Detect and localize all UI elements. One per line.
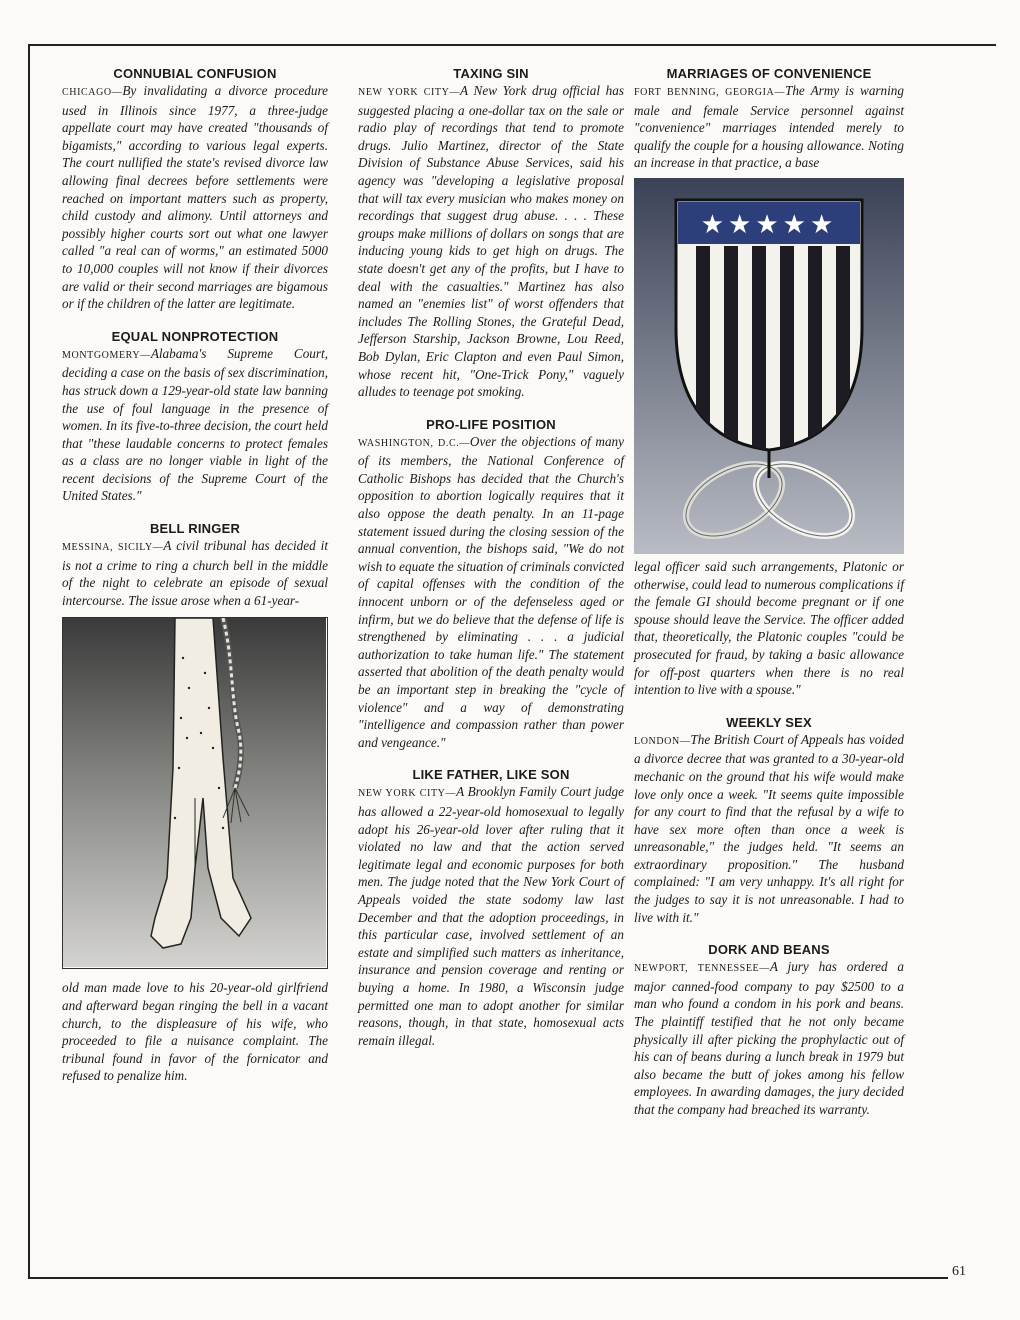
dateline: MESSINA, SICILY— (62, 542, 164, 554)
article-body (358, 433, 624, 752)
article-text: A New York drug official has suggested placing a one-dollar tax on the sale or radio play of recordings that tend to promote drugs. Julio Martinez, director of the State Division of Substance Abuse Services, said his agency was "developing a legislative proposal that will tax every musician who makes money on recordings that suggest drug abuse. . . . These groups make millions of dollars on songs that are inducing young kids to get high on drugs. The state doesn't get any of the profits, but I have to deal with the casualties." Martinez has also named an "enemies list" of worst offenders that includes The Rolling Stones, the Grateful Dead, Jefferson Starship, Jackson Browne, Lou Reed, Bob Dylan, Eric Clapton and even Paul Simon, whose recent hit, "One-Trick Pony," vaguely alludes to teenage pot smoking. (358, 83, 624, 400)
article-heading: WEEKLY SEX (726, 714, 812, 730)
article-text: Alabama's Supreme Court, deciding a case on the basis of sex discrimination, has struck down a 129-year-old state law banning the use of foul language in the presence of women. In its five-to-three decision, the court held that "these laudable concerns to protect females as a class are no longer viable in light of the recent decisions of the Supreme Court of the United States." (62, 345, 328, 504)
medal-stars: ★★★★★ (700, 209, 838, 240)
article-heading: BELL RINGER (149, 521, 241, 537)
article-dork-and-beans (634, 942, 904, 1118)
article-body-continued (634, 558, 904, 699)
article-taxing-sin (358, 66, 624, 401)
article-text: legal officer said such arrangements, Platonic or otherwise, could lead to numerous complications if the female GI should become pregnant or if one spouse should leave the Service. The officer added that, theoretically, the Platonic couples "could be prosecuted for fraud, by taking a basic allowance for off-post quarters when there is no real intention to live with a spouse." (634, 558, 904, 698)
medal-rings-icon (634, 178, 904, 554)
article-body (358, 783, 624, 1049)
dateline: WASHINGTON, D.C.— (358, 437, 470, 449)
column-right (634, 66, 904, 1135)
article-text: By invalidating a divorce procedure used in Illinois since 1977, a three-judge appellate court may have created "thousands of bigamists," according to various legal experts. The court nullified the state's revised divorce law allowing final decrees before settlements were reached on important matters such as property, child custody and alimony. Until attorneys and possibly higher courts sort out what one lawyer called "a real can of worms," an estimated 5000 to 10,000 couples will not know if their divorces are valid or their second marriages are bigamous or if the children of the latter are legitimate. (62, 83, 328, 312)
dateline: NEW YORK CITY— (358, 87, 461, 98)
article-heading: PRO-LIFE POSITION (426, 416, 556, 432)
article-text: Over the objections of many of its members, the National Conference of Catholic Bishops has decided that the Church's opposition to abortion logically requires that it also oppose the death penalty. In an 11-page statement issued during the closing session of the annual convention, the bishops said, "We do not wish to equate the situation of criminals convicted of capital offenses with the condition of the innocent unborn or of the defenseless aged or infirm, but we do believe that the defense of life is strengthened by eliminating . . . a judicial authorization to take human life." The statement asserted that abolition of the death penalty would be an important step in breaking the "cycle of violence" and a way of demonstrating "intelligence and compassion rather than power and vengeance." (358, 433, 624, 750)
article-text: A jury has ordered a major canned-food company to pay $2500 to a man who found a condom in his pork and beans. The plaintiff testified that he not only became physically ill after picking the prophylactic out of his can of beans during a lunch break in 1979 but also became the butt of jokes among his fellow employees. In awarding damages, the jury decided that the company had breached its warranty. (634, 959, 904, 1117)
article-heading: MARRIAGES OF CONVENIENCE (666, 66, 872, 81)
article-pro-life-position (358, 417, 624, 752)
hanging-legs-illustration (62, 617, 328, 969)
article-text: old man made love to his 20-year-old girlfriend and afterward began ringing the bell in a vacant church, to the displeasure of his wife, who proceeded to file a nuisance complaint. The tribunal found in favor of the fornicator and refused to penalize him. (62, 980, 328, 1084)
article-body (62, 537, 328, 609)
article-weekly-sex (634, 715, 904, 927)
article-equal-nonprotection (62, 329, 328, 505)
article-bell-ringer (62, 521, 328, 1085)
bell-rope-legs-icon (63, 618, 326, 967)
article-like-father-like-son (358, 767, 624, 1049)
article-marriages-of-convenience (634, 66, 904, 699)
medal-illustration (634, 178, 904, 554)
article-heading: LIKE FATHER, LIKE SON (412, 767, 570, 783)
dateline: CHICAGO— (62, 87, 123, 98)
dateline: MONTGOMERY— (62, 349, 151, 361)
article-body (634, 731, 904, 927)
article-heading: TAXING SIN (453, 66, 529, 81)
article-text: The British Court of Appeals has voided a divorce decree that was granted to a 30-year-old mechanic on the ground that his wife would make love only once a week. "It seems quite impossible for any court to find that the refusal by a wife to have sex more often than once a week is unreasonable," the judges held. "It seems an extraordinary proposition." The husband complained: "I am very unhappy. It's all right for the judges to say it is not unreasonable. I had to live with it." (634, 731, 904, 925)
article-body (62, 345, 328, 505)
dateline: NEW YORK CITY— (358, 788, 457, 800)
column-middle (358, 66, 624, 1065)
page-frame-bottom-rule (28, 1277, 948, 1279)
article-heading: EQUAL NONPROTECTION (111, 328, 279, 344)
column-left (62, 66, 328, 1101)
article-body (634, 958, 904, 1118)
page-frame-top-rule (28, 44, 996, 46)
article-body-continued (62, 979, 328, 1085)
article-connubial-confusion (62, 66, 328, 313)
article-body (62, 82, 328, 313)
article-text: The Army is warning male and female Service personnel against "convenience" marriages intended merely to qualify the couple for a housing allowance. Noting an increase in that practice, a base (634, 83, 904, 171)
article-body (634, 82, 904, 172)
page-frame-left-rule (28, 44, 30, 1279)
dateline: NEWPORT, TENNESSEE— (634, 963, 770, 975)
article-text: A civil tribunal has decided it is not a crime to ring a church bell in the middle of the night to celebrate an episode of sexual intercourse. The issue arose when a 61-year- (62, 538, 328, 608)
article-heading: CONNUBIAL CONFUSION (113, 66, 277, 81)
dateline: FORT BENNING, GEORGIA— (634, 87, 785, 98)
article-body (358, 82, 624, 401)
article-heading: DORK AND BEANS (708, 942, 830, 958)
page-number: 61 (952, 1264, 966, 1279)
article-text: A Brooklyn Family Court judge has allowed a 22-year-old homosexual to legally adopt his 26-year-old lover after ruling that it violated no law and that the action served legitimate legal and economic purposes for both men. The judge noted that the New York Court of Appeals voided the state sodomy law last December and that the adoption proceedings, in this particular case, involved settlement of an estate and simplified such matters as inheritance, insurance and pension coverage and renting or buying a home. In 1980, a Wisconsin judge permitted one man to adopt another for similar reasons, though, in that state, homosexual acts remain illegal. (358, 784, 624, 1048)
dateline: LONDON— (634, 735, 691, 747)
